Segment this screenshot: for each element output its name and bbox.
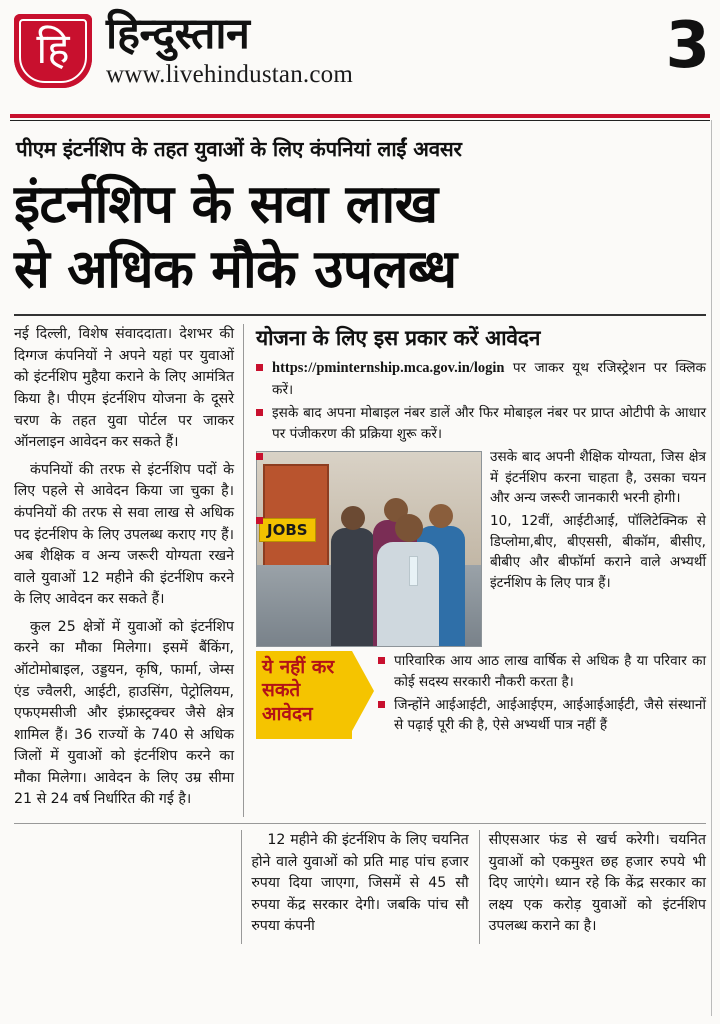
logo-glyph: हि [36,24,70,73]
callout-arrow-icon [352,651,376,739]
apply-step-3: उसके बाद अपनी शैक्षिक योग्यता, जिस क्षेत्र में इंटर्नशिप करना चाहता है, उसका चयन और अन्य जरूरी जानकारी भरनी होगी। [256,447,706,508]
headline-rule [14,314,706,316]
page-right-rule [711,120,712,1016]
apply-step-1 [256,358,706,400]
apply-step-2: इसके बाद अपना मोबाइल नंबर डालें और फिर मोबाइल नंबर पर प्राप्त ओटीपी के आधार पर पंजीकरण की प्रक्रिया शुरू करें। [256,403,706,444]
bottom-columns [14,823,706,944]
hindustan-logo-icon [14,14,92,88]
not-eligible-item-2: जिन्होंने आईआईटी, आईआईएम, आईआईआईटी, जैसे संस्थानों से पढ़ाई पूरी की है, ऐसे अभ्यर्थी पात्र नहीं हैं [378,695,706,736]
callout-label-line-1: ये नहीं कर [262,656,335,679]
dateline-paragraph [14,324,234,453]
callout-label-line-2: सकते [262,679,301,702]
jobs-sign: JOBS [259,518,316,542]
bottom-column-1 [241,830,468,944]
bottom-paragraph-1: 12 महीने की इंटर्नशिप के लिए चयनित होने वाले युवाओं को प्रति माह पांच हजार रुपया दिया जाएगा, जिसमें से 45 सौ रुपया केंद्र सरकार देगी। जबकि पांच सौ रुपया कंपनी [251,832,469,935]
article-body [14,324,706,817]
not-eligible-item-1: पारिवारिक आय आठ लाख वार्षिक से अधिक है या परिवार का कोई सदस्य सरकारी नौकरी करता है। [378,651,706,692]
apply-section-heading: योजना के लिए इस प्रकार करें आवेदन [256,326,541,351]
page-number: 3 [665,9,710,83]
headline-line-2: से अधिक मौके उपलब्ध [14,238,457,300]
article-kicker: पीएम इंटर्नशिप के तहत युवाओं के लिए कंपनियां लाईं अवसर [16,137,462,161]
masthead [0,0,720,112]
apply-steps-list-top [256,358,706,444]
masthead-title-block [106,9,353,89]
apply-step-1-tail: पर जाकर यूथ रजिस्ट्रेशन पर क्लिक करें। [272,360,706,399]
bottom-paragraph-2: सीएसआर फंड से खर्च करेगी। चयनित युवाओं को एकमुश्त छह हजार रुपये भी दिए जाएंगे। ध्यान रहे कि केंद्र सरकार का लक्ष्य एक करोड़ युवाओं को इंटर्नशिप उपलब्ध कराने का है। [488,832,706,935]
apply-link[interactable]: https://pminternship.mca.gov.in/login [272,360,505,377]
right-column [254,324,706,817]
paper-website[interactable]: www.livehindustan.com [106,61,353,89]
masthead-rule-thin [10,120,710,121]
left-paragraph-2: कंपनियों की तरफ से इंटर्नशिप पदों के लिए पहले से आवेदन किया जा चुका है। कंपनियों की तरफ से सवा लाख से अधिक पद इंटर्नशिप के लिए उपलब्ध कराए गए हैं। अब शैक्षिक व अन्य जरूरी योग्यता रखने वाले युवाओं 12 महीने की इंटर्नशिप करने के लिए आवेदन कर सकते हैं। [14,461,234,608]
left-paragraph-3: कुल 25 क्षेत्रों में युवाओं को इंटर्नशिप करने का मौका मिलेगा। इसमें बैंकिंग, ऑटोमोबाइल, उड्डयन, कृषि, फार्मा, जेम्स एंड ज्वैलरी, आईटी, हाउसिंग, पेट्रोलियम, एफएमसीजी और इंफ्रास्ट्रक्चर जैसे क्षेत्र शामिल हैं। 36 राज्यों के 740 से अधिक जिलों में युवाओं को इंटर्नशिप करने का मौका मिलेगा। आवेदन के लिए उम्र सीमा 21 से 24 वर्ष निर्धारित की गई है। [14,618,234,808]
article-headline [14,173,706,302]
bottom-spacer-column [14,830,231,944]
not-eligible-callout [256,651,706,739]
headline-line-1: इंटर्नशिप के सवा लाख [14,174,438,235]
left-column [14,324,244,817]
callout-label [256,651,352,739]
photo-text-wrap [256,447,706,593]
masthead-rule-thick [10,114,710,118]
apply-steps-list-wrapped [256,447,706,593]
dateline: नई दिल्ली, विशेष संवाददाता। [14,326,173,343]
callout-label-line-3: आवेदन [262,702,313,725]
apply-step-4: 10, 12वीं, आईटीआई, पॉलिटेक्निक से डिप्लोमा,बीए, बीएससी, बीकॉम, बीसीए, बीबीए और बीफॉर्मा कराने वाले अभ्यर्थी इंटर्नशिप के लिए पात्र हैं। [256,511,706,593]
not-eligible-list [376,651,706,739]
paper-name: हिन्दुस्तान [106,9,250,59]
bottom-column-2 [479,830,706,944]
left-paragraph-1: देशभर की दिग्गज कंपनियों ने अपने यहां पर युवाओं को इंटर्नशिप मुहैया कराने के लिए आमंत्रित किया है। पीएम इंटर्नशिप योजना के दूसरे चरण के तहत युवा पोर्टल पर जाकर ऑनलाइन आवेदन कर सकते हैं। [14,326,234,451]
